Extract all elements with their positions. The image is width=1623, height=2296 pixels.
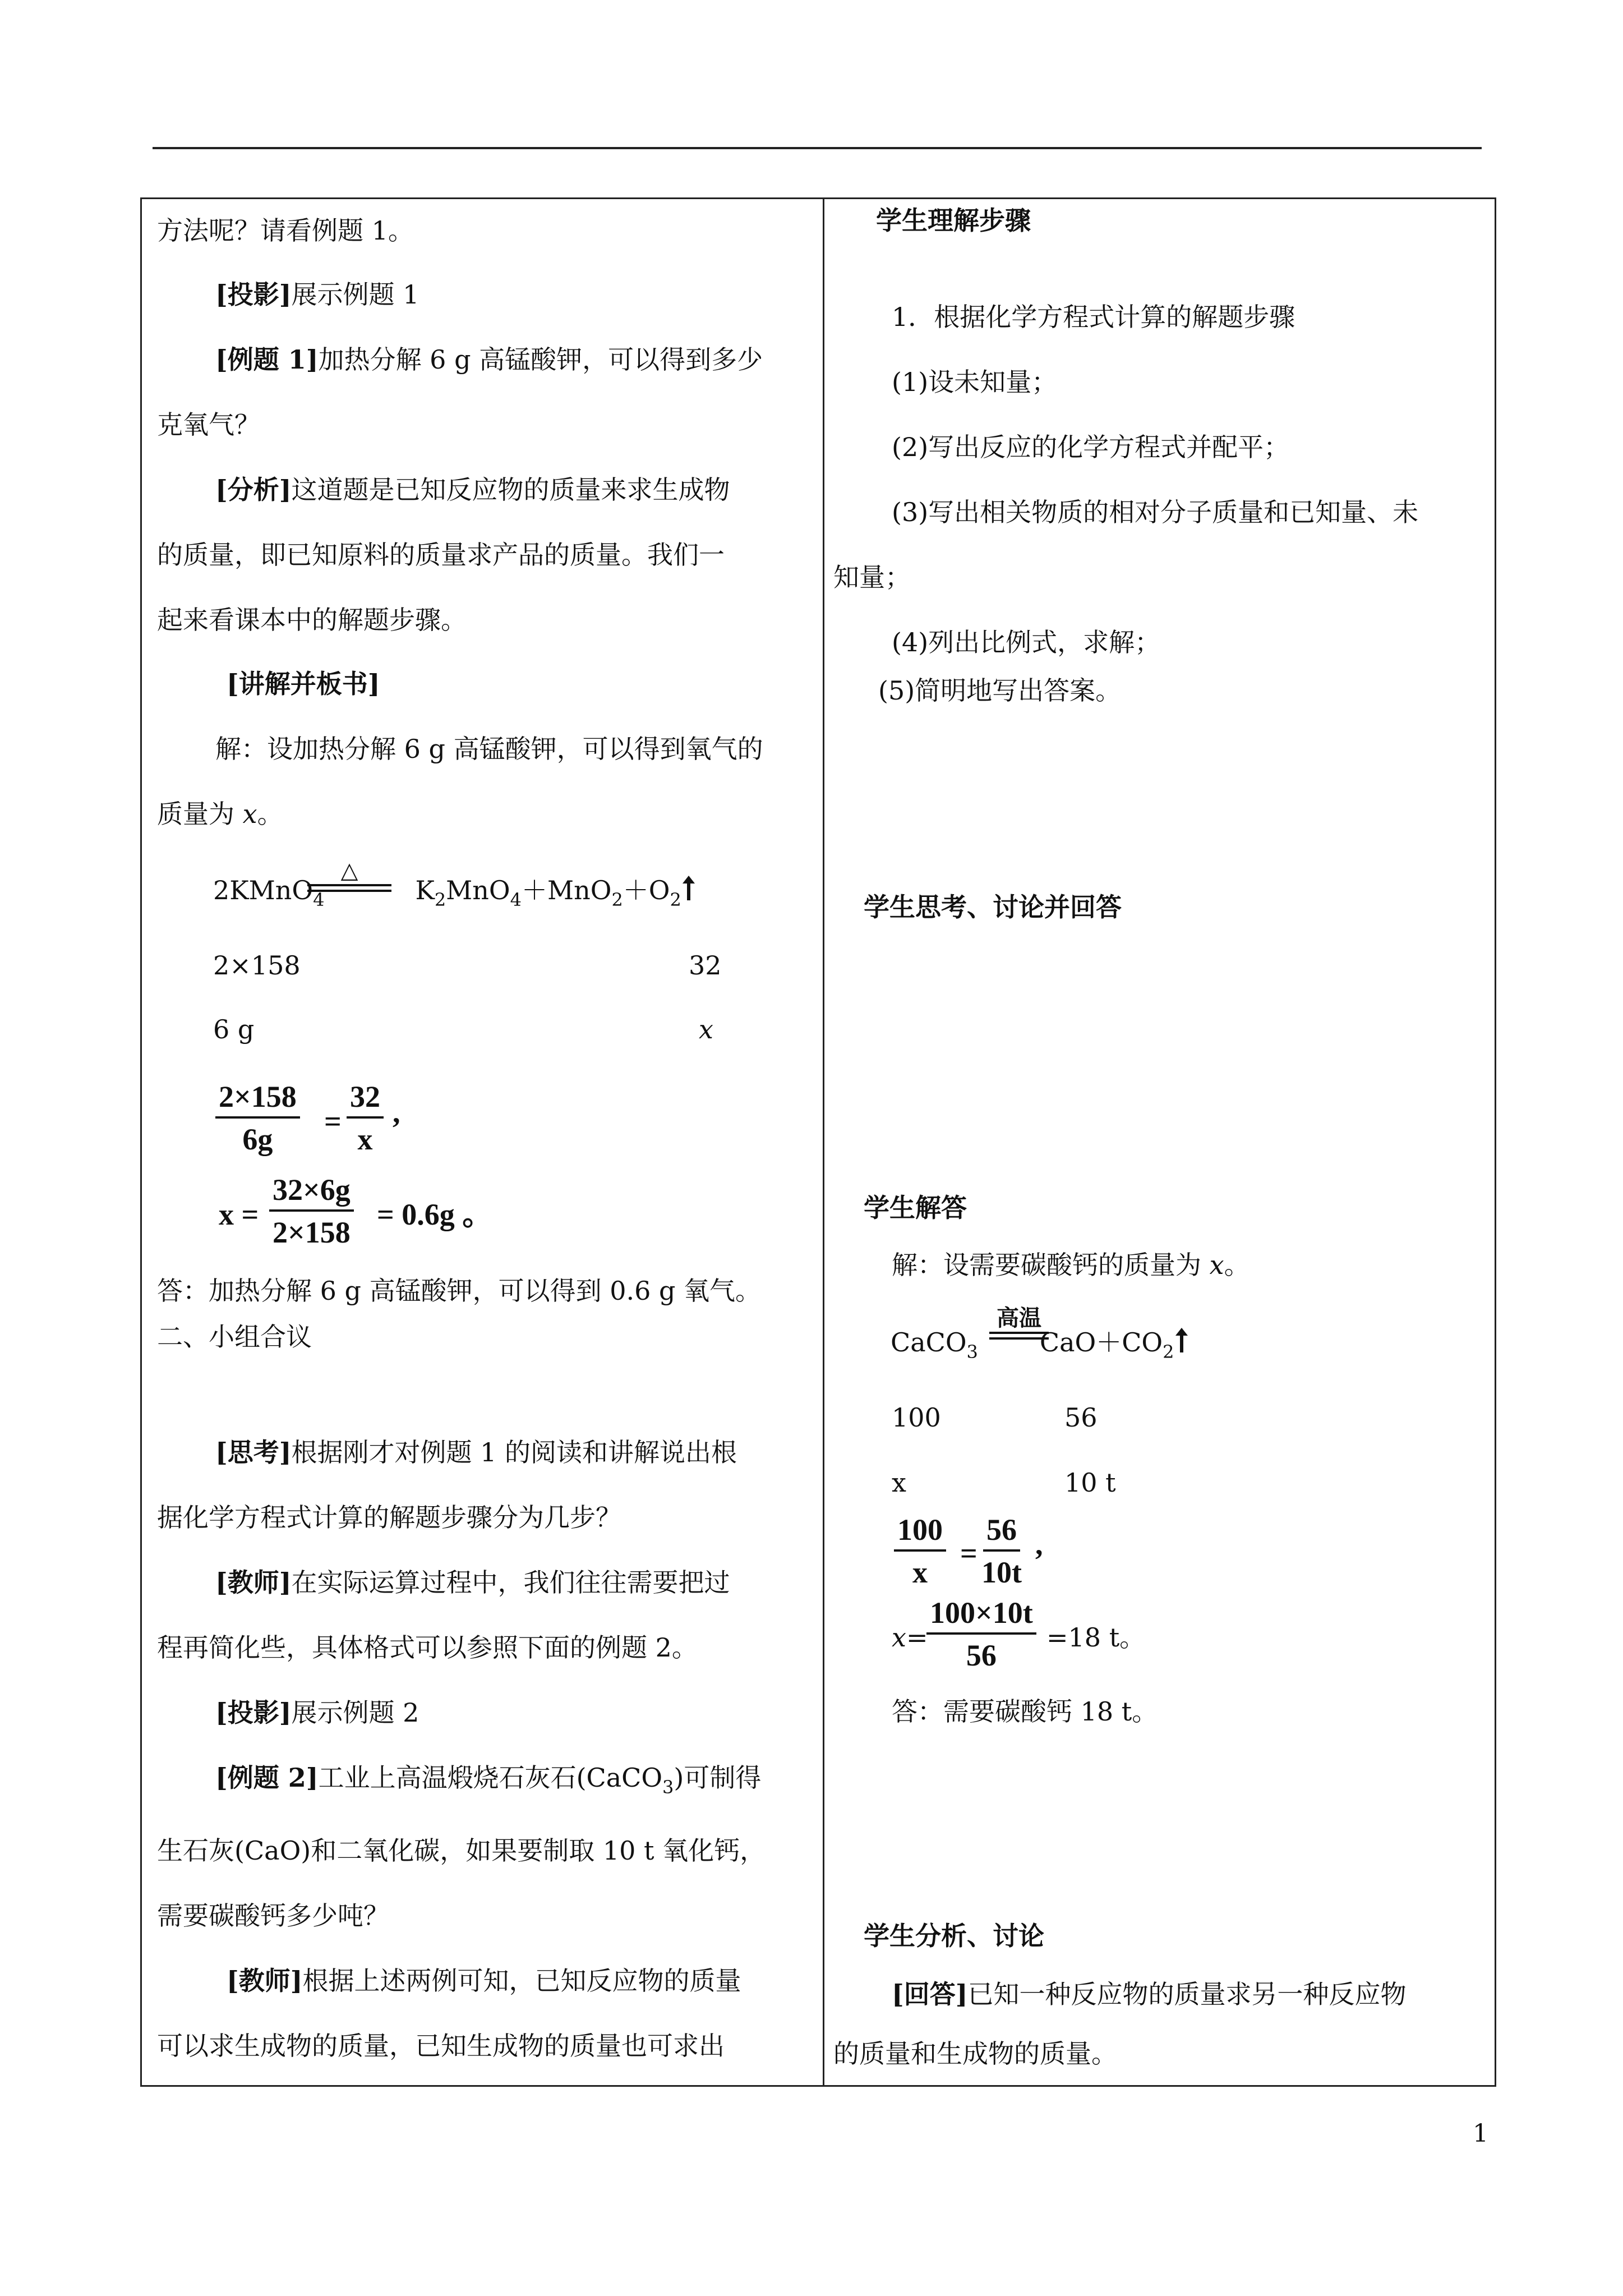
- projection-line-2: [投影]展示例题 2: [215, 1697, 419, 1728]
- fraction-1-equals: =: [324, 1105, 342, 1138]
- fraction-2-lhs: x =: [219, 1198, 259, 1231]
- solution-2-line: 解：设需要碳酸钙的质量为 x。: [892, 1250, 1250, 1280]
- ratio-row-2-right: x: [699, 1014, 713, 1045]
- teacher-line-1: [教师]在实际运算过程中，我们往往需要把过: [215, 1567, 730, 1598]
- fraction-4: $\frac{100\times 10t}{56}$: [926, 1598, 1036, 1671]
- ratio-row-1-left: 2×158: [213, 950, 301, 981]
- fraction-2-result: = 0.6g 。: [377, 1198, 493, 1231]
- fraction-3-left: $\frac{100}{x}$: [894, 1515, 946, 1588]
- explain-heading: [讲解并板书]: [227, 669, 380, 699]
- left-line-2: [投影]展示例题 1: [215, 279, 419, 310]
- left-line-12: 据化学方程式计算的解题步骤分为几步？: [157, 1502, 621, 1533]
- heading-analyze-discuss: 学生分析、讨论: [864, 1921, 1044, 1951]
- heading-understand-steps: 学生理解步骤: [876, 205, 1031, 236]
- step-2: (2)写出反应的化学方程式并配平；: [892, 432, 1290, 462]
- heading-student-answer: 学生解答: [864, 1193, 967, 1223]
- fraction-4-result: =18 t。: [1046, 1622, 1146, 1653]
- ratio-row-2-left: 6 g: [213, 1014, 255, 1045]
- equation-caco3: CaCO$_3$ $CaO+CO_2$: [891, 1329, 1183, 1361]
- fraction-3-equals: =: [960, 1536, 978, 1570]
- example-1-line: [例题 1]加热分解 6 g 高锰酸钾，可以得到多少: [215, 344, 763, 375]
- ratio-row-1-right: 32: [689, 950, 722, 981]
- left-line-6: 的质量，即已知原料的质量求产品的质量。我们一: [157, 540, 725, 570]
- high-temp-condition: 高温: [989, 1307, 1049, 1340]
- ratio-row-3-right: 56: [1064, 1402, 1098, 1433]
- column-divider: [823, 199, 824, 2085]
- teacher-line-2: [教师]根据上述两例可知，已知反应物的质量: [227, 1966, 741, 1996]
- fraction-1-left: $\frac{2\times 158}{6g}$: [215, 1082, 300, 1154]
- gas-arrow-icon: [1180, 1333, 1183, 1352]
- answer-line-2: 的质量和生成物的质量。: [833, 2039, 1117, 2069]
- left-line-4: 克氧气？: [157, 409, 260, 440]
- solution-line-2: 质量为 x。: [157, 799, 283, 829]
- step-1: (1)设未知量；: [892, 367, 1058, 397]
- ratio-row-4-right: 10 t: [1064, 1467, 1116, 1498]
- left-line-14: 程再简化些，具体格式可以参照下面的例题 2。: [157, 1632, 698, 1663]
- equation-kmno4: 2KMnO$_4$ $K_2MnO_4+MnO_2+O_2$: [213, 877, 690, 909]
- answer-2: 答：需要碳酸钙 18 t。: [892, 1696, 1158, 1727]
- left-line-17: 生石灰(CaO)和二氧化碳，如果要制取 10 t 氧化钙，: [157, 1835, 766, 1866]
- steps-title: 1．根据化学方程式计算的解题步骤: [892, 302, 1295, 332]
- ratio-row-3-left: 100: [892, 1402, 941, 1433]
- left-line-7: 起来看课本中的解题步骤。: [157, 605, 467, 635]
- solution-line-1: 解：设加热分解 6 g 高锰酸钾，可以得到氧气的: [215, 734, 763, 764]
- fraction-1-right: $\frac{32}{x}$: [347, 1082, 384, 1154]
- fraction-3-right: $\frac{56}{10t}$: [981, 1513, 1022, 1589]
- answer-1: 答：加热分解 6 g 高锰酸钾，可以得到 0.6 g 氧气。: [157, 1276, 762, 1306]
- left-line-20: 可以求生成物的质量，已知生成物的质量也可求出: [157, 2031, 725, 2061]
- fraction-3-comma: ,: [1035, 1527, 1043, 1561]
- example-2-line: [例题 2]工业上高温煅烧石灰石(CaCO$_3$)可制得: [215, 1763, 762, 1798]
- step-3-cont: 知量；: [833, 562, 911, 592]
- answer-line-1: [回答]已知一种反应物的质量求另一种反应物: [892, 1979, 1407, 2009]
- heading-think-discuss: 学生思考、讨论并回答: [864, 892, 1122, 922]
- section-2-heading: 二、小组合议: [157, 1322, 312, 1352]
- heating-condition: △: [307, 859, 391, 892]
- analysis-line: [分析]这道题是已知反应物的质量来求生成物: [215, 475, 730, 505]
- step-3: (3)写出相关物质的相对分子质量和已知量、未: [892, 497, 1419, 527]
- left-line-18: 需要碳酸钙多少吨？: [157, 1901, 389, 1931]
- fraction-2: $\frac{32\times 6g}{2\times 158}$: [269, 1175, 354, 1248]
- ratio-row-4-left: x: [892, 1467, 906, 1498]
- fraction-1-comma: ,: [393, 1096, 400, 1129]
- left-line-1: 方法呢？请看例题 1。: [157, 215, 414, 246]
- gas-arrow-icon: [687, 881, 690, 900]
- fraction-4-lhs: x=: [892, 1622, 928, 1653]
- step-4: (4)列出比例式，求解；: [892, 627, 1161, 657]
- header-rule: [153, 147, 1482, 149]
- page-number: 1: [1473, 2119, 1488, 2148]
- step-5: (5)简明地写出答案。: [878, 675, 1122, 706]
- think-line: [思考]根据刚才对例题 1 的阅读和讲解说出根: [215, 1437, 737, 1467]
